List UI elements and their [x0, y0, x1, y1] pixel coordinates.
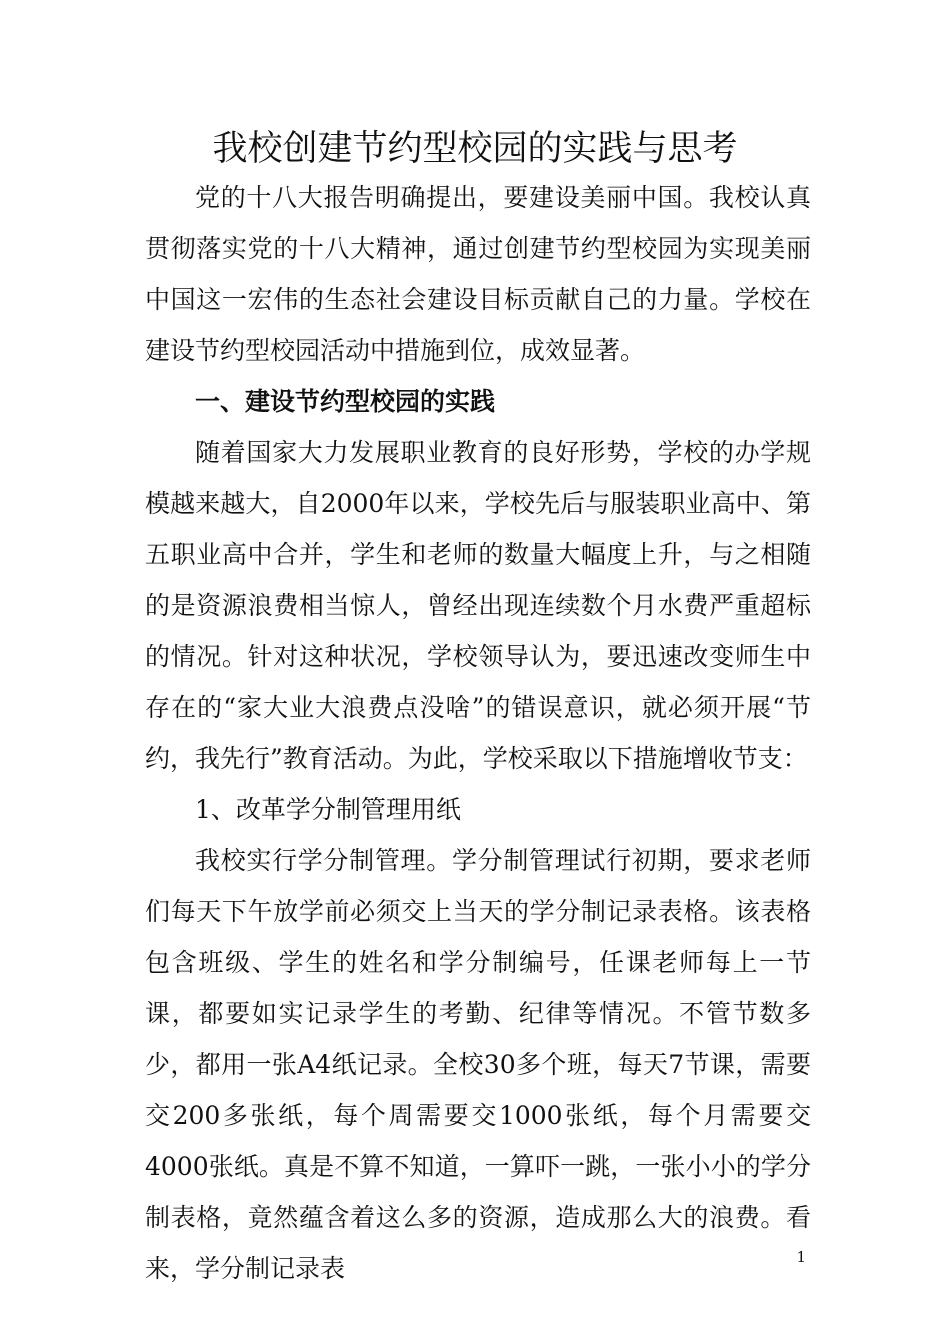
section-heading-1: 一、建设节约型校园的实践 — [195, 387, 496, 416]
document-title: 我校创建节约型校园的实践与思考 — [212, 129, 738, 169]
section-1-paragraph: 随着国家大力发展职业教育的良好形势，学校的办学规模越来越大，自2000年以来，学校先后与服装职业高中、第五职业高中合并，学生和老师的数量大幅度上升，与之相随的是资源浪费相当惊人，曾经出现连续数个月水费严重超标的情况。针对这种状况，学校领导认为，要迅速改变师生中存在的“家大业大浪费点没啥”的错误意识，就必须开展“节约，我先行”教育活动。为此，学校采取以下措施增收节支： — [145, 438, 811, 773]
subsection-1-paragraph: 我校实行学分制管理。学分制管理试行初期，要求老师们每天下午放学前必须交上当天的学分制记录表格。该表格包含班级、学生的姓名和学分制编号，任课老师每上一节课，都要如实记录学生的考勤、纪律等情况。不管节数多少，都用一张A4纸记录。全校30多个班，每天7节课，需要交200多张纸，每个周需要交1000张纸，每个月需要交4000张纸。真是不算不知道，一算吓一跳，一张小小的学分制表格，竟然蕴含着这么多的资源，造成那么大的浪费。看来，学分制记录表 — [145, 846, 811, 1283]
subsection-heading-1: 1、改革学分制管理用纸 — [195, 795, 461, 824]
intro-paragraph: 党的十八大报告明确提出，要建设美丽中国。我校认真贯彻落实党的十八大精神，通过创建节约型校园为实现美丽中国这一宏伟的生态社会建设目标贡献自己的力量。学校在建设节约型校园活动中措施到位，成效显著。 — [145, 183, 811, 365]
document-body — [145, 172, 811, 1294]
page-number: 1 — [796, 1248, 806, 1266]
